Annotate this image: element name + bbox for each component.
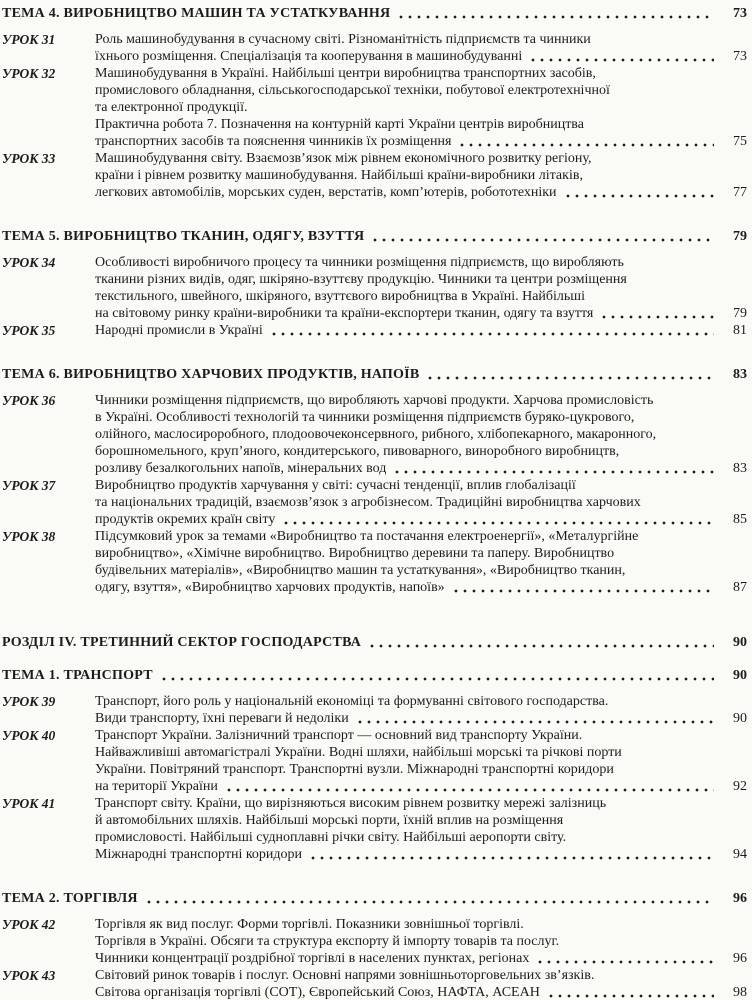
- lesson-label: УРОК 31: [2, 32, 56, 47]
- toc-line-text: борошномельного, круп’яного, кондитерського, пивоварного, виноробного виробництв,: [95, 444, 620, 459]
- toc-header-line: [2, 667, 747, 684]
- toc-header-title: ТЕМА 1. ТРАНСПОРТ: [2, 668, 153, 683]
- toc-lesson-entry: [2, 392, 747, 477]
- toc-line: [95, 288, 747, 305]
- toc-line: [95, 545, 747, 562]
- toc-line-text: України. Повітряний транспорт. Транспортні вузли. Міжнародні транспортні коридори: [95, 762, 614, 777]
- toc-line-text: виробництво», «Хімічне виробництво. Виробництво деревини та паперу. Виробництво: [95, 546, 615, 561]
- lesson-label: УРОК 41: [2, 796, 56, 811]
- toc-line: [95, 511, 747, 528]
- toc-lesson-entry: [2, 795, 747, 863]
- toc-line: [95, 443, 747, 460]
- page-number: 90: [733, 635, 747, 650]
- toc-line: [95, 392, 747, 409]
- toc-line-text: тканини різних видів, одяг, шкіряно-взуттєву продукцію. Чинники та центри розміщення: [95, 272, 627, 287]
- toc-line: [95, 916, 747, 933]
- toc-line: [95, 795, 747, 812]
- lesson-label: УРОК 32: [2, 66, 56, 81]
- toc-list: [2, 5, 747, 1000]
- toc-line: [95, 31, 747, 48]
- lesson-lines: [95, 916, 747, 967]
- dot-leader: [145, 892, 714, 905]
- toc-header-line: [2, 5, 747, 22]
- toc-line-text: Найважливіші автомагістралі України. Водні шляхи, найбільші морські та річкові порти: [95, 745, 622, 760]
- toc-line: [95, 494, 747, 511]
- dot-leader: [270, 324, 714, 337]
- toc-line: [95, 167, 747, 184]
- dot-leader: [368, 636, 714, 649]
- page-number: 94: [733, 847, 747, 862]
- toc-line-text: одягу, взуття», «Виробництво харчових продуктів, напоїв»: [95, 580, 445, 595]
- lesson-label: УРОК 39: [2, 694, 56, 709]
- lesson-lines: [95, 392, 747, 477]
- page-number: 83: [733, 461, 747, 476]
- lesson-lines: [95, 322, 747, 339]
- toc-line: [95, 305, 747, 322]
- dot-leader: [309, 848, 714, 861]
- dot-leader: [282, 513, 714, 526]
- toc-line: [95, 460, 747, 477]
- toc-lesson-entry: [2, 727, 747, 795]
- toc-line: [95, 984, 747, 1000]
- dot-leader: [452, 581, 714, 594]
- lesson-lines: [95, 967, 747, 1000]
- toc-theme-entry: [2, 5, 747, 22]
- dot-leader: [225, 780, 714, 793]
- toc-line-text: Торгівля як вид послуг. Форми торгівлі. Показники зовнішньої торгівлі.: [95, 917, 524, 932]
- toc-part-entry: [2, 634, 747, 651]
- lesson-lines: [95, 65, 747, 150]
- page-number: 92: [733, 779, 747, 794]
- toc-line-text: Підсумковий урок за темами «Виробництво та постачання електроенергії», «Металургійне: [95, 529, 639, 544]
- toc-line-text: легкових автомобілів, морських суден, верстатів, комп’ютерів, робототехніки: [95, 185, 557, 200]
- page-number: 79: [733, 229, 747, 244]
- toc-line: [95, 710, 747, 727]
- dot-leader: [547, 986, 714, 999]
- toc-lesson-entry: [2, 528, 747, 596]
- toc-theme-entry: [2, 667, 747, 684]
- toc-theme-entry: [2, 228, 747, 245]
- lesson-lines: [95, 528, 747, 596]
- dot-leader: [160, 669, 714, 682]
- lesson-lines: [95, 31, 747, 65]
- toc-line: [95, 82, 747, 99]
- toc-header-title: ТЕМА 2. ТОРГІВЛЯ: [2, 891, 138, 906]
- page-number: 96: [733, 951, 747, 966]
- toc-line: [95, 693, 747, 710]
- page-number: 77: [733, 185, 747, 200]
- lesson-label: УРОК 33: [2, 151, 56, 166]
- toc-header-title: ТЕМА 5. ВИРОБНИЦТВО ТКАНИН, ОДЯГУ, ВЗУТТЯ: [2, 229, 365, 244]
- toc-header-line: [2, 890, 747, 907]
- toc-theme-entry: [2, 890, 747, 907]
- lesson-label: УРОК 35: [2, 323, 56, 338]
- toc-line: [95, 322, 747, 339]
- toc-line: [95, 967, 747, 984]
- dot-leader: [397, 7, 714, 20]
- toc-line: [95, 48, 747, 65]
- lesson-label: УРОК 43: [2, 968, 56, 983]
- toc-line-text: Види транспорту, їхні переваги й недоліки: [95, 711, 349, 726]
- lesson-label: УРОК 42: [2, 917, 56, 932]
- toc-line-text: Машинобудування світу. Взаємозв’язок між рівнем економічного розвитку регіону,: [95, 151, 592, 166]
- toc-line-text: промисловості. Найбільші судноплавні річки світу. Найбільші аеропорти світу.: [95, 830, 567, 845]
- toc-line: [95, 933, 747, 950]
- toc-line-text: промислового обладнання, сільськогосподарської техніки, побутової електротехнічної: [95, 83, 610, 98]
- toc-line-text: їхнього розміщення. Спеціалізація та кооперування в машинобудуванні: [95, 49, 523, 64]
- lesson-lines: [95, 254, 747, 322]
- toc-line-text: Практична робота 7. Позначення на контурній карті України центрів виробництва: [95, 117, 584, 132]
- lesson-label: УРОК 40: [2, 728, 56, 743]
- lesson-label: УРОК 34: [2, 255, 56, 270]
- toc-line: [95, 727, 747, 744]
- toc-line-text: Чинники розміщення підприємств, що виробляють харчові продукти. Харчова промисловість: [95, 393, 654, 408]
- toc-line-text: Виробництво продуктів харчування у світі: сучасні тенденції, вплив глобалізації: [95, 478, 576, 493]
- page-number: 85: [733, 512, 747, 527]
- toc-lesson-entry: [2, 916, 747, 967]
- toc-line-text: Особливості виробничого процесу та чинники розміщення підприємств, що виробляють: [95, 255, 624, 270]
- toc-line-text: Міжнародні транспортні коридори: [95, 847, 303, 862]
- toc-line: [95, 409, 747, 426]
- lesson-lines: [95, 150, 747, 201]
- toc-line-text: на світовому ринку країни-виробники та країни-експортери тканин, одягу та взуття: [95, 306, 594, 321]
- toc-line: [95, 65, 747, 82]
- toc-line: [95, 778, 747, 795]
- toc-line: [95, 761, 747, 778]
- toc-lesson-entry: [2, 254, 747, 322]
- toc-line-text: будівельних матеріалів», «Виробництво машин та устаткування», «Виробництво тканин,: [95, 563, 626, 578]
- toc-header-title: ТЕМА 4. ВИРОБНИЦТВО МАШИН ТА УСТАТКУВАННЯ: [2, 6, 391, 21]
- page-number: 81: [733, 323, 747, 338]
- dot-leader: [371, 230, 714, 243]
- toc-line: [95, 846, 747, 863]
- toc-lesson-entry: [2, 65, 747, 150]
- toc-line-text: текстильного, швейного, шкіряного, взуттєвого виробництва в Україні. Найбільші: [95, 289, 585, 304]
- page-number: 79: [733, 306, 747, 321]
- toc-line: [95, 99, 747, 116]
- toc-header-title: ТЕМА 6. ВИРОБНИЦТВО ХАРЧОВИХ ПРОДУКТІВ, НАПОЇВ: [2, 367, 420, 382]
- toc-lesson-entry: [2, 150, 747, 201]
- lesson-lines: [95, 795, 747, 863]
- toc-lesson-entry: [2, 967, 747, 1000]
- toc-line-text: країни і рівнем розвитку машинобудування. Найбільші країни-виробники літаків,: [95, 168, 583, 183]
- toc-line-text: в Україні. Особливості технологій та чинники розміщення підприємств буряко-цукрового,: [95, 410, 635, 425]
- dot-leader: [393, 462, 714, 475]
- page-number: 90: [733, 668, 747, 683]
- toc-line-text: Світовий ринок товарів і послуг. Основні напрями зовнішньоторговельних зв’язків.: [95, 968, 595, 983]
- lesson-label: УРОК 38: [2, 529, 56, 544]
- toc-line: [95, 426, 747, 443]
- toc-line-text: олійного, маслосироробного, плодоовочеконсервного, рибного, хлібопекарного, макаронного,: [95, 427, 657, 442]
- lesson-lines: [95, 693, 747, 727]
- toc-line: [95, 477, 747, 494]
- toc-line-text: Світова організація торгівлі (СОТ), Європейський Союз, НАФТА, АСЕАН: [95, 985, 540, 1000]
- dot-leader: [564, 186, 714, 199]
- dot-leader: [356, 712, 714, 725]
- toc-theme-entry: [2, 366, 747, 383]
- page-number: 75: [733, 134, 747, 149]
- dot-leader: [600, 307, 714, 320]
- dot-leader: [529, 50, 714, 63]
- toc-header-title: РОЗДІЛ IV. ТРЕТИННИЙ СЕКТОР ГОСПОДАРСТВА: [2, 635, 362, 650]
- toc-line-text: продуктів окремих країн світу: [95, 512, 276, 527]
- toc-line: [95, 116, 747, 133]
- toc-line-text: Народні промисли в Україні: [95, 323, 263, 338]
- toc-line-text: Транспорт України. Залізничний транспорт — основний вид транспорту України.: [95, 728, 583, 743]
- toc-line-text: й автомобільних шляхів. Найбільші морські порти, їхній вплив на розміщення: [95, 813, 564, 828]
- toc-line-text: на території України: [95, 779, 218, 794]
- toc-line: [95, 579, 747, 596]
- toc-line: [95, 744, 747, 761]
- page-number: 73: [733, 49, 747, 64]
- toc-line: [95, 184, 747, 201]
- page-number: 73: [733, 6, 747, 21]
- page-number: 96: [733, 891, 747, 906]
- toc-header-line: [2, 634, 747, 651]
- toc-lesson-entry: [2, 477, 747, 528]
- lesson-lines: [95, 727, 747, 795]
- lesson-lines: [95, 477, 747, 528]
- toc-line-text: Машинобудування в Україні. Найбільші центри виробництва транспортних засобів,: [95, 66, 596, 81]
- toc-header-line: [2, 228, 747, 245]
- toc-line-text: Торгівля в Україні. Обсяги та структура експорту й імпорту товарів та послуг.: [95, 934, 560, 949]
- toc-line: [95, 133, 747, 150]
- toc-line-text: транспортних засобів та пояснення чинників їх розміщення: [95, 134, 452, 149]
- toc-line-text: Транспорт, його роль у національній економіці та формуванні світового господарства.: [95, 694, 609, 709]
- toc-line: [95, 812, 747, 829]
- toc-line: [95, 528, 747, 545]
- toc-line: [95, 271, 747, 288]
- dot-leader: [426, 368, 714, 381]
- toc-line-text: та електронної продукції.: [95, 100, 248, 115]
- toc-line-text: та національних традицій, взаємозв’язок з агробізнесом. Традиційні виробництва харчових: [95, 495, 641, 510]
- page-number: 90: [733, 711, 747, 726]
- toc-line-text: Роль машинобудування в сучасному світі. Різноманітність підприємств та чинники: [95, 32, 591, 47]
- toc-lesson-entry: [2, 31, 747, 65]
- toc-line-text: Чинники концентрації роздрібної торгівлі в населених пунктах, регіонах: [95, 951, 530, 966]
- toc-header-line: [2, 366, 747, 383]
- toc-lesson-entry: [2, 693, 747, 727]
- page-number: 87: [733, 580, 747, 595]
- toc-line: [95, 829, 747, 846]
- toc-line: [95, 950, 747, 967]
- toc-line: [95, 562, 747, 579]
- dot-leader: [536, 952, 714, 965]
- toc-line: [95, 254, 747, 271]
- page-number: 98: [733, 985, 747, 1000]
- lesson-label: УРОК 36: [2, 393, 56, 408]
- page-number: 83: [733, 367, 747, 382]
- toc-line-text: Транспорт світу. Країни, що вирізняються високим рівнем розвитку мережі залізниць: [95, 796, 607, 811]
- lesson-label: УРОК 37: [2, 478, 56, 493]
- toc-line: [95, 150, 747, 167]
- toc-line-text: розливу безалкогольних напоїв, мінеральних вод: [95, 461, 387, 476]
- toc-lesson-entry: [2, 322, 747, 339]
- dot-leader: [458, 135, 714, 148]
